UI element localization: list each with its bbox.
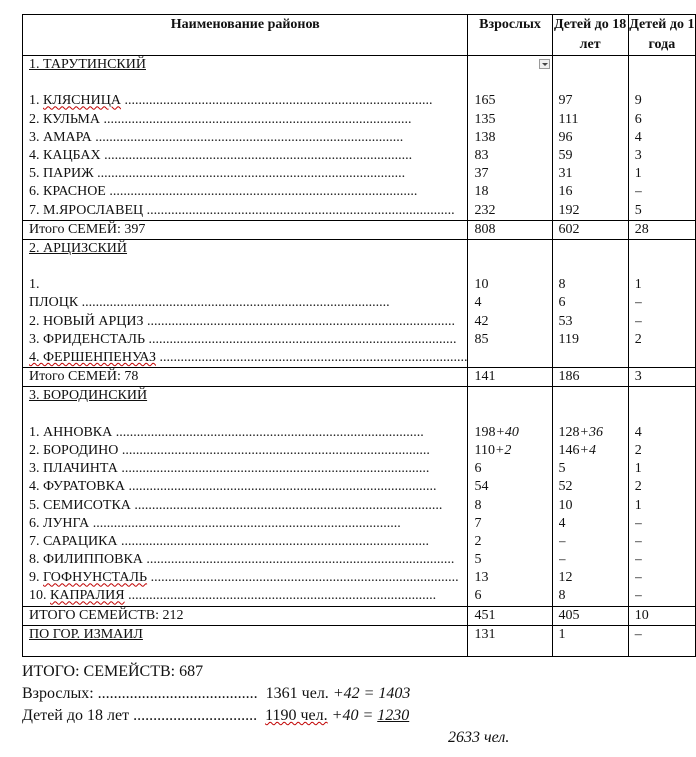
village-name: 1. КЛЯСНИЦА .....	[29, 92, 467, 110]
district-cell	[23, 387, 468, 606]
village-name: ПЛОЦК .....	[29, 294, 467, 312]
children-1-cell: 1 – – 2	[628, 239, 695, 367]
section-row-borodino	[23, 387, 696, 606]
city-label: ПО ГОР. ИЗМАИЛ	[29, 626, 143, 642]
village-name: 5. ПАРИЖ .....	[29, 165, 467, 183]
total-row: ИТОГО СЕМЕЙСТВ: 212 451 405 10	[23, 606, 696, 625]
section-row-tarutino	[23, 56, 696, 221]
village-name: 3. ФРИДЕНСТАЛЬ .....	[29, 331, 467, 349]
children-18-cell: 128+36 146+4 5 52 10 4 – – 12 8	[552, 387, 628, 606]
summary-families: ИТОГО: СЕМЕЙСТВ: 687	[22, 663, 204, 680]
village-name: 10. КАПРАЛИЯ .....	[29, 587, 467, 605]
section-title: 3. БОРОДИНСКИЙ	[29, 388, 148, 404]
total-row: Итого СЕМЕЙ: 78 141 186 3	[23, 368, 696, 387]
village-name: 4. ФЕРШЕНПЕНУАЗ .....	[29, 349, 467, 367]
village-name: 3. ПЛАЧИНТА .....	[29, 460, 467, 478]
header-children-1: Детей до 1 года	[628, 15, 695, 56]
village-name: 2. КУЛЬМА .....	[29, 111, 467, 129]
district-cell	[23, 239, 468, 367]
section-title: 1. ТАРУТИНСКИЙ	[29, 57, 146, 72]
section-row-artsyz	[23, 239, 696, 367]
population-table	[22, 14, 696, 657]
village-name: 7. САРАЦИКА .....	[29, 533, 467, 551]
village-name: 4. КАЦБАХ .....	[29, 147, 467, 165]
village-name: 2. БОРОДИНО .....	[29, 442, 467, 460]
village-name: 3. АМАРА .....	[29, 129, 467, 147]
village-name: 6. КРАСНОЕ .....	[29, 183, 467, 201]
header-adults: Взрослых	[468, 15, 552, 56]
city-row: ПО ГОР. ИЗМАИЛ 131 1 –	[23, 625, 696, 656]
summary-adults: Взрослых: ........................................ 1361 чел. +42 = 1403	[22, 685, 411, 702]
village-name: 9. ГОФНУНСТАЛЬ .....	[29, 569, 467, 587]
summary-grand-total: 2633 чел.	[448, 729, 510, 746]
village-name: 6. ЛУНГА .....	[29, 515, 467, 533]
village-name: 4. ФУРАТОВКА .....	[29, 478, 467, 496]
section-title: 2. АРЦИЗСКИЙ	[29, 240, 128, 256]
children-1-cell: 4 2 1 2 1 – – – – –	[628, 387, 695, 606]
summary-children: Детей до 18 лет ............................... 1190 чел. +40 = 1230	[22, 707, 410, 724]
village-name: 1. АННОВКА .....	[29, 424, 467, 442]
adults-cell: 165 135 138 83 37 18 232	[468, 56, 552, 221]
children-18-cell: 97 111 96 59 31 16 192	[552, 56, 628, 221]
header-district: Наименование районов	[23, 15, 468, 56]
total-row: Итого СЕМЕЙ: 397 808 602 28	[23, 220, 696, 239]
village-name: 5. СЕМИСОТКА .....	[29, 497, 467, 515]
village-name: 2. НОВЫЙ АРЦИЗ .....	[29, 313, 467, 331]
adults-cell: 198+40 110+2 6 54 8 7 2 5 13 6	[468, 387, 552, 606]
children-18-cell: 8 6 53 119	[552, 239, 628, 367]
village-name: 8. ФИЛИППОВКА .....	[29, 551, 467, 569]
header-children-18: Детей до 18 лет	[552, 15, 628, 56]
district-cell	[23, 56, 468, 221]
children-1-cell: 9 6 4 3 1 – 5	[628, 56, 695, 221]
village-name: 7. М.ЯРОСЛАВЕЦ .....	[29, 202, 467, 220]
dropdown-arrow-icon[interactable]	[539, 59, 550, 69]
adults-cell: 10 4 42 85	[468, 239, 552, 367]
table-header-row	[23, 15, 696, 56]
village-name: 1.	[29, 277, 40, 293]
